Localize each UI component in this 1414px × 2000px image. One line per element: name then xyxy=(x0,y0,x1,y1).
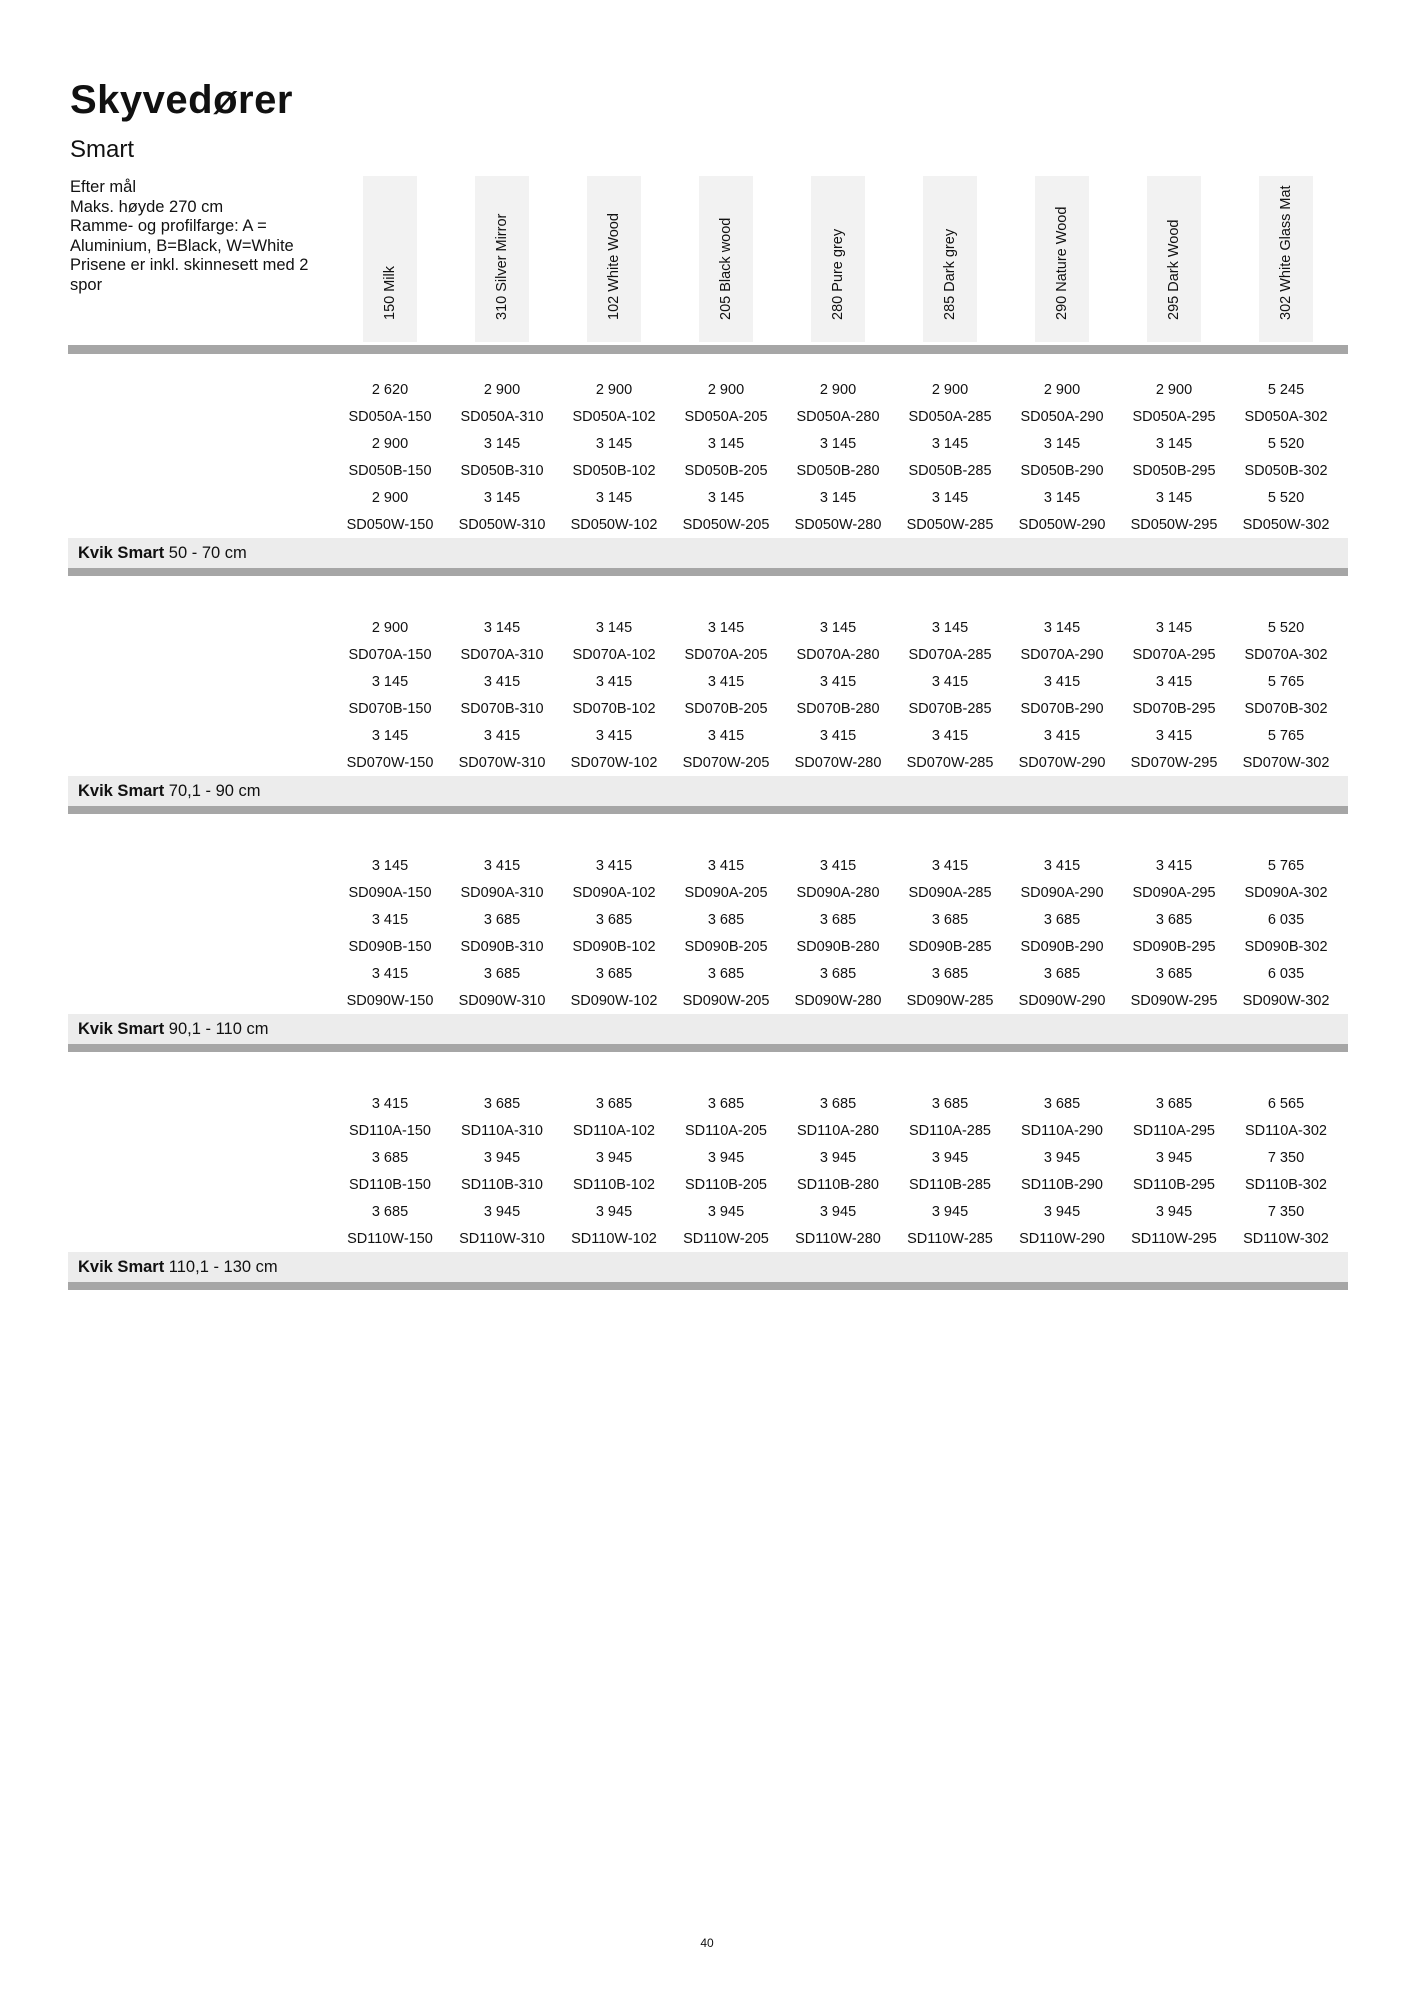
price-cell: 3 685 xyxy=(819,912,857,928)
article-code-cell: SD110A-205 xyxy=(685,1123,767,1139)
article-code-cell: SD050W-310 xyxy=(458,517,546,533)
article-code-cell: SD090A-290 xyxy=(1020,885,1104,901)
price-cell: 3 415 xyxy=(707,858,745,874)
price-cell: 2 620 xyxy=(371,382,409,398)
article-code-cell: SD090A-310 xyxy=(460,885,544,901)
price-cell: 3 685 xyxy=(1155,966,1193,982)
article-code-cell: SD070A-290 xyxy=(1020,647,1104,663)
price-cell: 3 145 xyxy=(483,490,521,506)
column-header-label: 150 Milk xyxy=(382,266,398,320)
column-header-label: 302 White Glass Mat xyxy=(1278,185,1294,320)
article-code-cell: SD090W-310 xyxy=(458,993,546,1009)
price-cell: 2 900 xyxy=(595,382,633,398)
page-title: Skyvedører xyxy=(70,78,293,122)
size-band xyxy=(68,538,1348,568)
price-cell: 3 945 xyxy=(819,1204,857,1220)
price-cell: 3 685 xyxy=(371,1150,409,1166)
article-code-cell: SD090B-290 xyxy=(1020,939,1104,955)
size-label-product: Kvik Smart xyxy=(78,1020,165,1038)
price-cell: 3 145 xyxy=(1155,436,1193,452)
price-cell: 3 945 xyxy=(819,1150,857,1166)
price-cell: 3 145 xyxy=(1043,490,1081,506)
article-code-cell: SD090B-295 xyxy=(1132,939,1216,955)
price-cell: 3 145 xyxy=(483,620,521,636)
price-cell: 3 945 xyxy=(1043,1204,1081,1220)
column-header xyxy=(699,176,753,342)
price-cell: 3 415 xyxy=(595,728,633,744)
price-cell: 3 145 xyxy=(595,490,633,506)
column-header-label: 285 Dark grey xyxy=(942,228,958,320)
article-code-cell: SD110A-280 xyxy=(797,1123,879,1139)
price-cell: 3 415 xyxy=(931,674,969,690)
article-code-cell: SD090W-295 xyxy=(1130,993,1218,1009)
column-header xyxy=(475,176,529,342)
article-code-cell: SD110B-310 xyxy=(461,1177,543,1193)
price-cell: 3 945 xyxy=(595,1204,633,1220)
price-cell: 3 685 xyxy=(1043,966,1081,982)
article-code-cell: SD070A-102 xyxy=(572,647,656,663)
article-code-cell: SD110W-302 xyxy=(1243,1231,1329,1247)
article-code-cell: SD050B-205 xyxy=(684,463,768,479)
price-cell: 3 415 xyxy=(931,858,969,874)
size-section xyxy=(68,376,1348,611)
article-code-cell: SD050W-295 xyxy=(1130,517,1218,533)
article-code-cell: SD110B-285 xyxy=(909,1177,991,1193)
price-cell: 3 145 xyxy=(931,620,969,636)
price-cell: 3 415 xyxy=(707,674,745,690)
article-code-cell: SD050B-295 xyxy=(1132,463,1216,479)
price-cell: 5 765 xyxy=(1267,674,1305,690)
price-cell: 3 415 xyxy=(707,728,745,744)
price-cell: 5 245 xyxy=(1267,382,1305,398)
size-label xyxy=(78,782,261,801)
article-code-cell: SD090B-102 xyxy=(572,939,656,955)
price-cell: 3 415 xyxy=(1043,728,1081,744)
article-code-cell: SD110W-295 xyxy=(1131,1231,1217,1247)
article-code-cell: SD090W-150 xyxy=(346,993,434,1009)
price-cell: 3 945 xyxy=(1155,1204,1193,1220)
price-cell: 3 945 xyxy=(1043,1150,1081,1166)
article-code-cell: SD070W-205 xyxy=(682,755,770,771)
article-code-cell: SD050W-102 xyxy=(570,517,658,533)
size-section xyxy=(68,614,1348,849)
price-cell: 3 415 xyxy=(1155,728,1193,744)
section-divider xyxy=(68,1044,1348,1052)
column-header xyxy=(1259,176,1313,342)
price-cell: 3 415 xyxy=(595,674,633,690)
price-cell: 3 685 xyxy=(1043,912,1081,928)
article-code-cell: SD070A-205 xyxy=(684,647,768,663)
article-code-cell: SD070B-290 xyxy=(1020,701,1104,717)
article-code-cell: SD070B-285 xyxy=(908,701,992,717)
article-code-cell: SD050W-302 xyxy=(1242,517,1330,533)
article-code-cell: SD070B-150 xyxy=(348,701,432,717)
article-code-cell: SD070B-280 xyxy=(796,701,880,717)
article-code-cell: SD110A-310 xyxy=(461,1123,543,1139)
article-code-cell: SD070B-295 xyxy=(1132,701,1216,717)
price-cell: 2 900 xyxy=(707,382,745,398)
page-number: 40 xyxy=(700,1936,714,1950)
price-cell: 3 415 xyxy=(1155,674,1193,690)
price-cell: 2 900 xyxy=(819,382,857,398)
price-cell: 3 685 xyxy=(595,1096,633,1112)
article-code-cell: SD070W-302 xyxy=(1242,755,1330,771)
price-cell: 3 685 xyxy=(707,912,745,928)
article-code-cell: SD050A-150 xyxy=(348,409,432,425)
article-code-cell: SD070B-302 xyxy=(1244,701,1328,717)
article-code-cell: SD090W-205 xyxy=(682,993,770,1009)
article-code-cell: SD090A-280 xyxy=(796,885,880,901)
size-label xyxy=(78,544,247,563)
article-code-cell: SD110B-205 xyxy=(685,1177,767,1193)
article-code-cell: SD110B-302 xyxy=(1245,1177,1327,1193)
note-line: Efter mål xyxy=(70,178,137,196)
article-code-cell: SD090B-150 xyxy=(348,939,432,955)
size-label-range: 110,1 - 130 cm xyxy=(164,1258,278,1276)
article-code-cell: SD090W-280 xyxy=(794,993,882,1009)
column-header xyxy=(1147,176,1201,342)
column-header-label: 102 White Wood xyxy=(606,213,622,320)
price-cell: 3 415 xyxy=(819,858,857,874)
price-cell: 3 685 xyxy=(707,966,745,982)
price-cell: 3 685 xyxy=(371,1204,409,1220)
page-subtitle: Smart xyxy=(70,136,135,163)
article-code-cell: SD050B-150 xyxy=(348,463,432,479)
article-code-cell: SD050A-285 xyxy=(908,409,992,425)
price-cell: 3 685 xyxy=(483,912,521,928)
price-cell: 3 415 xyxy=(371,1096,409,1112)
price-cell: 3 685 xyxy=(483,1096,521,1112)
price-cell: 3 145 xyxy=(595,620,633,636)
article-code-cell: SD110B-102 xyxy=(573,1177,655,1193)
article-code-cell: SD090B-310 xyxy=(460,939,544,955)
note-line: Maks. høyde 270 cm xyxy=(70,197,224,216)
price-cell: 3 145 xyxy=(1155,490,1193,506)
size-label xyxy=(78,1020,268,1039)
price-cell: 7 350 xyxy=(1267,1150,1305,1166)
column-header-label: 280 Pure grey xyxy=(830,228,846,320)
price-cell: 3 415 xyxy=(1043,674,1081,690)
article-code-cell: SD090W-102 xyxy=(570,993,658,1009)
price-cell: 2 900 xyxy=(371,436,409,452)
price-cell: 3 145 xyxy=(371,858,409,874)
price-cell: 3 945 xyxy=(1155,1150,1193,1166)
price-cell: 5 520 xyxy=(1267,620,1305,636)
price-cell: 3 685 xyxy=(1155,1096,1193,1112)
article-code-cell: SD050B-290 xyxy=(1020,463,1104,479)
size-section xyxy=(68,1090,1348,1325)
price-cell: 3 145 xyxy=(1155,620,1193,636)
article-code-cell: SD050A-280 xyxy=(796,409,880,425)
article-code-cell: SD050A-102 xyxy=(572,409,656,425)
price-cell: 3 685 xyxy=(1043,1096,1081,1112)
price-cell: 3 145 xyxy=(819,436,857,452)
price-cell: 3 685 xyxy=(595,912,633,928)
price-cell: 5 765 xyxy=(1267,858,1305,874)
price-cell: 3 945 xyxy=(483,1150,521,1166)
article-code-cell: SD070A-295 xyxy=(1132,647,1216,663)
article-code-cell: SD090B-280 xyxy=(796,939,880,955)
price-cell: 2 900 xyxy=(1155,382,1193,398)
article-code-cell: SD110W-285 xyxy=(907,1231,993,1247)
price-cell: 3 415 xyxy=(483,858,521,874)
article-code-cell: SD070W-290 xyxy=(1018,755,1106,771)
price-cell: 3 415 xyxy=(1043,858,1081,874)
price-cell: 3 945 xyxy=(931,1150,969,1166)
article-code-cell: SD090W-302 xyxy=(1242,993,1330,1009)
column-header-label: 290 Nature Wood xyxy=(1054,206,1070,320)
price-cell: 3 145 xyxy=(819,620,857,636)
article-code-cell: SD070B-310 xyxy=(460,701,544,717)
price-cell: 6 035 xyxy=(1267,912,1305,928)
article-code-cell: SD050W-285 xyxy=(906,517,994,533)
column-header xyxy=(811,176,865,342)
price-cell: 3 145 xyxy=(1043,620,1081,636)
article-code-cell: SD070A-285 xyxy=(908,647,992,663)
article-code-cell: SD070W-285 xyxy=(906,755,994,771)
article-code-cell: SD090A-285 xyxy=(908,885,992,901)
price-cell: 3 415 xyxy=(371,966,409,982)
price-cell: 3 945 xyxy=(707,1204,745,1220)
article-code-cell: SD070A-310 xyxy=(460,647,544,663)
article-code-cell: SD070W-295 xyxy=(1130,755,1218,771)
article-code-cell: SD050A-205 xyxy=(684,409,768,425)
article-code-cell: SD050A-310 xyxy=(460,409,544,425)
price-cell: 3 415 xyxy=(819,674,857,690)
article-code-cell: SD110A-150 xyxy=(349,1123,431,1139)
size-band xyxy=(68,1252,1348,1282)
article-code-cell: SD050B-302 xyxy=(1244,463,1328,479)
price-cell: 6 565 xyxy=(1267,1096,1305,1112)
note-line: Prisene er inkl. skinnesett med 2 spor xyxy=(70,256,309,294)
article-code-cell: SD050B-285 xyxy=(908,463,992,479)
price-cell: 3 415 xyxy=(819,728,857,744)
size-label-product: Kvik Smart xyxy=(78,1258,165,1276)
article-code-cell: SD110W-280 xyxy=(795,1231,881,1247)
article-code-cell: SD070W-102 xyxy=(570,755,658,771)
article-code-cell: SD070W-310 xyxy=(458,755,546,771)
price-cell: 3 685 xyxy=(707,1096,745,1112)
price-cell: 2 900 xyxy=(1043,382,1081,398)
note-line: Ramme- og profilfarge: A = Aluminium, B=Black, W=White xyxy=(70,217,294,255)
article-code-cell: SD110W-290 xyxy=(1019,1231,1105,1247)
column-header-label: 295 Dark Wood xyxy=(1166,219,1182,320)
section-divider xyxy=(68,806,1348,814)
article-code-cell: SD070A-280 xyxy=(796,647,880,663)
price-cell: 3 945 xyxy=(483,1204,521,1220)
price-cell: 3 145 xyxy=(931,436,969,452)
price-cell: 3 145 xyxy=(707,436,745,452)
article-code-cell: SD050W-205 xyxy=(682,517,770,533)
price-cell: 3 145 xyxy=(707,620,745,636)
column-header-label: 310 Silver Mirror xyxy=(494,213,510,320)
price-cell: 3 685 xyxy=(819,966,857,982)
column-header xyxy=(587,176,641,342)
section-divider xyxy=(68,1282,1348,1290)
price-cell: 3 415 xyxy=(483,728,521,744)
article-code-cell: SD090A-205 xyxy=(684,885,768,901)
price-cell: 2 900 xyxy=(371,490,409,506)
article-code-cell: SD050B-310 xyxy=(460,463,544,479)
price-cell: 5 520 xyxy=(1267,490,1305,506)
size-label-range: 70,1 - 90 cm xyxy=(164,782,261,800)
size-label-range: 90,1 - 110 cm xyxy=(164,1020,269,1038)
article-code-cell: SD090B-302 xyxy=(1244,939,1328,955)
article-code-cell: SD090A-102 xyxy=(572,885,656,901)
price-cell: 7 350 xyxy=(1267,1204,1305,1220)
column-header xyxy=(363,176,417,342)
price-cell: 3 415 xyxy=(931,728,969,744)
price-cell: 3 685 xyxy=(819,1096,857,1112)
price-cell: 3 145 xyxy=(819,490,857,506)
price-cell: 3 145 xyxy=(595,436,633,452)
article-code-cell: SD110W-205 xyxy=(683,1231,769,1247)
article-code-cell: SD050A-295 xyxy=(1132,409,1216,425)
price-cell: 3 145 xyxy=(371,728,409,744)
price-cell: 3 945 xyxy=(595,1150,633,1166)
article-code-cell: SD050B-102 xyxy=(572,463,656,479)
price-cell: 3 145 xyxy=(1043,436,1081,452)
price-cell: 3 685 xyxy=(595,966,633,982)
article-code-cell: SD070A-150 xyxy=(348,647,432,663)
article-code-cell: SD050A-290 xyxy=(1020,409,1104,425)
price-cell: 3 415 xyxy=(595,858,633,874)
article-code-cell: SD070W-150 xyxy=(346,755,434,771)
article-code-cell: SD110A-290 xyxy=(1021,1123,1103,1139)
article-code-cell: SD110W-102 xyxy=(571,1231,657,1247)
price-cell: 3 145 xyxy=(483,436,521,452)
header-divider xyxy=(68,345,1348,354)
price-cell: 5 520 xyxy=(1267,436,1305,452)
article-code-cell: SD110A-295 xyxy=(1133,1123,1215,1139)
article-code-cell: SD110B-150 xyxy=(349,1177,431,1193)
price-cell: 3 145 xyxy=(371,674,409,690)
section-divider xyxy=(68,568,1348,576)
size-band xyxy=(68,1014,1348,1044)
article-code-cell: SD050W-150 xyxy=(346,517,434,533)
article-code-cell: SD110B-280 xyxy=(797,1177,879,1193)
article-code-cell: SD110A-102 xyxy=(573,1123,655,1139)
price-cell: 3 685 xyxy=(931,1096,969,1112)
article-code-cell: SD050A-302 xyxy=(1244,409,1328,425)
article-code-cell: SD110W-310 xyxy=(459,1231,545,1247)
price-cell: 3 945 xyxy=(707,1150,745,1166)
article-code-cell: SD110A-285 xyxy=(909,1123,991,1139)
column-header-label: 205 Black wood xyxy=(718,217,734,320)
size-label-product: Kvik Smart xyxy=(78,782,165,800)
article-code-cell: SD050B-280 xyxy=(796,463,880,479)
price-cell: 2 900 xyxy=(371,620,409,636)
product-notes xyxy=(70,178,330,295)
article-code-cell: SD110A-302 xyxy=(1245,1123,1327,1139)
price-cell: 2 900 xyxy=(931,382,969,398)
price-cell: 3 415 xyxy=(1155,858,1193,874)
article-code-cell: SD090A-295 xyxy=(1132,885,1216,901)
price-cell: 3 145 xyxy=(931,490,969,506)
column-header xyxy=(1035,176,1089,342)
article-code-cell: SD050W-290 xyxy=(1018,517,1106,533)
price-cell: 3 945 xyxy=(931,1204,969,1220)
article-code-cell: SD110W-150 xyxy=(347,1231,433,1247)
size-section xyxy=(68,852,1348,1087)
column-header xyxy=(923,176,977,342)
price-cell: 3 145 xyxy=(707,490,745,506)
price-cell: 3 685 xyxy=(483,966,521,982)
article-code-cell: SD070A-302 xyxy=(1244,647,1328,663)
article-code-cell: SD110B-290 xyxy=(1021,1177,1103,1193)
price-cell: 2 900 xyxy=(483,382,521,398)
price-cell: 5 765 xyxy=(1267,728,1305,744)
article-code-cell: SD110B-295 xyxy=(1133,1177,1215,1193)
price-cell: 3 685 xyxy=(931,912,969,928)
article-code-cell: SD090W-290 xyxy=(1018,993,1106,1009)
price-cell: 6 035 xyxy=(1267,966,1305,982)
article-code-cell: SD090B-285 xyxy=(908,939,992,955)
size-label xyxy=(78,1258,278,1277)
article-code-cell: SD070B-102 xyxy=(572,701,656,717)
article-code-cell: SD090A-150 xyxy=(348,885,432,901)
price-cell: 3 415 xyxy=(371,912,409,928)
size-band xyxy=(68,776,1348,806)
article-code-cell: SD070W-280 xyxy=(794,755,882,771)
price-cell: 3 685 xyxy=(931,966,969,982)
article-code-cell: SD050W-280 xyxy=(794,517,882,533)
size-label-range: 50 - 70 cm xyxy=(164,544,247,562)
price-cell: 3 685 xyxy=(1155,912,1193,928)
article-code-cell: SD090A-302 xyxy=(1244,885,1328,901)
price-cell: 3 415 xyxy=(483,674,521,690)
article-code-cell: SD090B-205 xyxy=(684,939,768,955)
article-code-cell: SD070B-205 xyxy=(684,701,768,717)
size-label-product: Kvik Smart xyxy=(78,544,165,562)
article-code-cell: SD090W-285 xyxy=(906,993,994,1009)
